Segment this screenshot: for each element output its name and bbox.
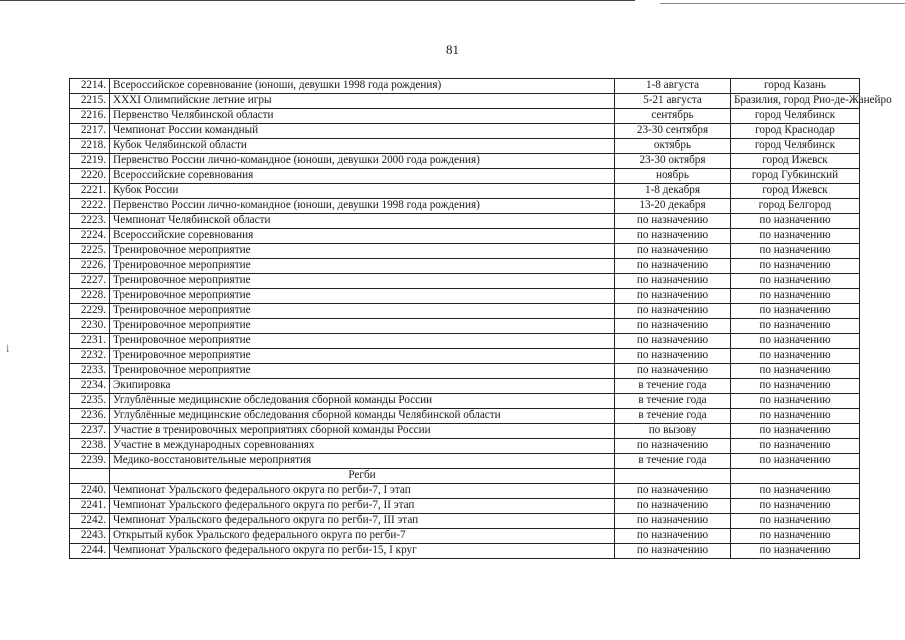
row-number: 2222. <box>70 199 110 214</box>
table-row <box>70 79 860 94</box>
row-number: 2237. <box>70 424 110 439</box>
row-number: 2219. <box>70 154 110 169</box>
event-name: Первенство России лично-командное (юноши, девушки 1998 года рождения) <box>110 199 615 214</box>
row-number: 2218. <box>70 139 110 154</box>
event-name: Чемпионат Челябинской области <box>110 214 615 229</box>
event-date: по назначению <box>615 274 731 289</box>
event-date: сентябрь <box>615 109 731 124</box>
table-row <box>70 409 860 424</box>
event-date: по назначению <box>615 499 731 514</box>
table-row <box>70 94 860 109</box>
event-name: XXXI Олимпийские летние игры <box>110 94 615 109</box>
row-number: 2240. <box>70 484 110 499</box>
row-number: 2234. <box>70 379 110 394</box>
event-date: по назначению <box>615 364 731 379</box>
row-number: 2238. <box>70 439 110 454</box>
event-name: Тренировочное мероприятие <box>110 289 615 304</box>
event-name: Тренировочное мероприятие <box>110 319 615 334</box>
event-place: по назначению <box>731 229 860 244</box>
row-number: 2243. <box>70 529 110 544</box>
table-row <box>70 259 860 274</box>
event-place: город Краснодар <box>731 124 860 139</box>
event-date: по назначению <box>615 334 731 349</box>
row-number: 2220. <box>70 169 110 184</box>
row-number: 2223. <box>70 214 110 229</box>
row-number: 2241. <box>70 499 110 514</box>
row-number: 2217. <box>70 124 110 139</box>
event-date: по назначению <box>615 349 731 364</box>
events-table <box>69 78 892 559</box>
event-date: ноябрь <box>615 169 731 184</box>
table-row <box>70 214 860 229</box>
event-date: 1-8 декабря <box>615 184 731 199</box>
event-place: Бразилия, город Рио-де-Жанейро <box>731 94 860 109</box>
event-place: по назначению <box>731 409 860 424</box>
event-name: Тренировочное мероприятие <box>110 304 615 319</box>
row-number: 2224. <box>70 229 110 244</box>
event-place: город Губкинский <box>731 169 860 184</box>
event-date: 13-20 декабря <box>615 199 731 214</box>
event-place: город Казань <box>731 79 860 94</box>
event-name: Медико-восстановительные мероприятия <box>110 454 615 469</box>
row-number: 2239. <box>70 454 110 469</box>
row-number: 2227. <box>70 274 110 289</box>
event-name: Чемпионат Уральского федерального округа по регби-15, I круг <box>110 544 615 559</box>
row-number: 2221. <box>70 184 110 199</box>
event-date: по назначению <box>615 439 731 454</box>
event-place: по назначению <box>731 529 860 544</box>
event-place: город Ижевск <box>731 184 860 199</box>
table-row <box>70 349 860 364</box>
event-place: по назначению <box>731 394 860 409</box>
row-number: 2226. <box>70 259 110 274</box>
event-date: в течение года <box>615 379 731 394</box>
table-row <box>70 439 860 454</box>
row-number: 2229. <box>70 304 110 319</box>
event-name: Тренировочное мероприятие <box>110 364 615 379</box>
table-row <box>70 484 860 499</box>
event-date: в течение года <box>615 394 731 409</box>
events-table-body <box>70 79 892 559</box>
event-name: Углублённые медицинские обследования сборной команды России <box>110 394 615 409</box>
row-number: 2230. <box>70 319 110 334</box>
row-number: 2215. <box>70 94 110 109</box>
event-name: Тренировочное мероприятие <box>110 244 615 259</box>
table-row <box>70 334 860 349</box>
table-row <box>70 109 860 124</box>
table-row <box>70 244 860 259</box>
table-row <box>70 544 860 559</box>
event-place: по назначению <box>731 259 860 274</box>
event-name: Тренировочное мероприятие <box>110 274 615 289</box>
row-number: 2235. <box>70 394 110 409</box>
event-place: по назначению <box>731 514 860 529</box>
event-date: по назначению <box>615 484 731 499</box>
event-date: по назначению <box>615 514 731 529</box>
event-place: по назначению <box>731 499 860 514</box>
table-row <box>70 499 860 514</box>
event-date: по назначению <box>615 229 731 244</box>
row-number: 2231. <box>70 334 110 349</box>
table-row <box>70 169 860 184</box>
event-date: по назначению <box>615 289 731 304</box>
event-place: по назначению <box>731 274 860 289</box>
event-place: по назначению <box>731 364 860 379</box>
table-row <box>70 199 860 214</box>
table-row <box>70 184 860 199</box>
row-number: 2228. <box>70 289 110 304</box>
row-number: 2233. <box>70 364 110 379</box>
event-date: 23-30 сентября <box>615 124 731 139</box>
event-date: по назначению <box>615 319 731 334</box>
row-number: 2225. <box>70 244 110 259</box>
event-place: по назначению <box>731 319 860 334</box>
event-date: по назначению <box>615 544 731 559</box>
section-place-cell <box>731 469 860 484</box>
row-number: 2216. <box>70 109 110 124</box>
event-place: по назначению <box>731 454 860 469</box>
event-date: по назначению <box>615 529 731 544</box>
event-place: по назначению <box>731 484 860 499</box>
table-row <box>70 364 860 379</box>
table-row <box>70 319 860 334</box>
event-name: Чемпионат Уральского федерального округа по регби-7, II этап <box>110 499 615 514</box>
row-number: 2242. <box>70 514 110 529</box>
event-date: по назначению <box>615 259 731 274</box>
event-name: Тренировочное мероприятие <box>110 259 615 274</box>
table-row <box>70 304 860 319</box>
event-date: 5-21 августа <box>615 94 731 109</box>
row-number: 2232. <box>70 349 110 364</box>
event-place: по назначению <box>731 304 860 319</box>
event-name: Первенство Челябинской области <box>110 109 615 124</box>
event-name: Тренировочное мероприятие <box>110 334 615 349</box>
row-number: 2236. <box>70 409 110 424</box>
top-rule-right <box>660 3 905 4</box>
event-name: Экипировка <box>110 379 615 394</box>
event-place: по назначению <box>731 439 860 454</box>
event-name: Углублённые медицинские обследования сборной команды Челябинской области <box>110 409 615 424</box>
event-name: Чемпионат России командный <box>110 124 615 139</box>
event-place: по назначению <box>731 379 860 394</box>
section-date-cell <box>615 469 731 484</box>
event-name: Всероссийские соревнования <box>110 229 615 244</box>
event-name: Чемпионат Уральского федерального округа по регби-7, I этап <box>110 484 615 499</box>
event-place: по назначению <box>731 334 860 349</box>
table-row <box>70 379 860 394</box>
event-date: 23-30 октября <box>615 154 731 169</box>
event-date: в течение года <box>615 409 731 424</box>
event-name: Кубок России <box>110 184 615 199</box>
event-place: по назначению <box>731 544 860 559</box>
table-row <box>70 529 860 544</box>
event-place: по назначению <box>731 289 860 304</box>
table-row <box>70 139 860 154</box>
section-number-cell <box>70 469 110 484</box>
event-name: Первенство России лично-командное (юноши, девушки 2000 года рождения) <box>110 154 615 169</box>
event-date: октябрь <box>615 139 731 154</box>
table-row <box>70 394 860 409</box>
margin-mark: ⅰ <box>6 344 10 355</box>
event-place: по назначению <box>731 424 860 439</box>
event-name: Всероссийские соревнования <box>110 169 615 184</box>
table-row <box>70 124 860 139</box>
event-name: Участие в тренировочных мероприятиях сборной команды России <box>110 424 615 439</box>
event-place: по назначению <box>731 244 860 259</box>
event-date: по назначению <box>615 304 731 319</box>
event-date: в течение года <box>615 454 731 469</box>
event-place: по назначению <box>731 214 860 229</box>
table-row <box>70 514 860 529</box>
event-name: Чемпионат Уральского федерального округа по регби-7, III этап <box>110 514 615 529</box>
event-date: по вызову <box>615 424 731 439</box>
event-place: город Ижевск <box>731 154 860 169</box>
top-rule <box>0 0 635 1</box>
event-name: Всероссийское соревнование (юноши, девушки 1998 года рождения) <box>110 79 615 94</box>
page-number: 81 <box>446 42 459 57</box>
event-name: Тренировочное мероприятие <box>110 349 615 364</box>
event-date: по назначению <box>615 214 731 229</box>
table-row <box>70 424 860 439</box>
event-place: город Челябинск <box>731 109 860 124</box>
table-row <box>70 229 860 244</box>
section-row <box>70 469 860 484</box>
event-date: по назначению <box>615 244 731 259</box>
table-row <box>70 154 860 169</box>
table-row <box>70 274 860 289</box>
event-place: город Белгород <box>731 199 860 214</box>
row-number: 2244. <box>70 544 110 559</box>
event-place: город Челябинск <box>731 139 860 154</box>
section-title: Регби <box>110 469 615 484</box>
event-place: по назначению <box>731 349 860 364</box>
row-number: 2214. <box>70 79 110 94</box>
table-row <box>70 289 860 304</box>
event-name: Кубок Челябинской области <box>110 139 615 154</box>
event-name: Участие в международных соревнованиях <box>110 439 615 454</box>
table-row <box>70 454 860 469</box>
event-name: Открытый кубок Уральского федерального округа по регби-7 <box>110 529 615 544</box>
event-date: 1-8 августа <box>615 79 731 94</box>
